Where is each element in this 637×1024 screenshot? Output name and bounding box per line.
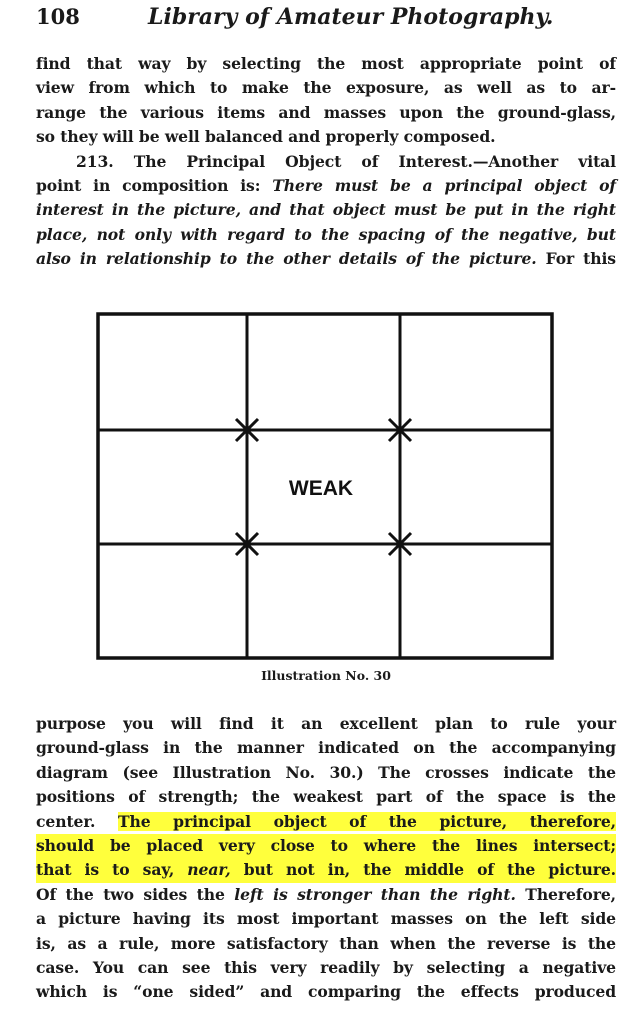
italic-text: interest in the picture, and that object must be put in the right (36, 200, 616, 220)
text-line (36, 174, 616, 198)
text-fragment: For this (536, 249, 616, 269)
text-line (36, 810, 616, 834)
weak-label: WEAK (288, 477, 354, 500)
figure-caption: Illustration No. 30 (261, 668, 391, 683)
text-line: diagram (see Illustration No. 30.) The crosses indicate the (36, 762, 616, 782)
running-title: Library of Amateur Photography. (148, 4, 554, 30)
text-line: case. You can see this very readily by selecting a negative (36, 957, 616, 977)
highlighted-text: should be placed very close to where the lines intersect; (36, 834, 616, 858)
page-number: 108 (36, 4, 80, 29)
text-line: ground-glass in the manner indicated on the accompanying (36, 738, 616, 758)
text-line: range the various items and masses upon the ground-glass, (36, 102, 616, 122)
text-line (36, 223, 616, 247)
text-line: positions of strength; the weakest part of the space is the (36, 787, 616, 807)
italic-text: near, (187, 860, 231, 880)
composition-grid-diagram (95, 311, 555, 661)
section-number: 213. (76, 151, 114, 171)
section-heading: The Principal Object of Interest. (133, 151, 473, 171)
highlighted-text: The principal object of the picture, therefore, (118, 811, 616, 831)
italic-text: There must be a principal object of (272, 175, 616, 195)
text-line: a picture having its most important masses on the left side (36, 909, 616, 929)
section-heading-line (36, 150, 616, 174)
text-line (36, 883, 616, 907)
text-line (36, 198, 616, 222)
text-line: view from which to make the exposure, as well as to ar- (36, 78, 616, 98)
italic-text: left is stronger than the right. (234, 884, 516, 904)
text-line: which is “one sided” and comparing the effects produced (36, 982, 616, 1002)
highlighted-text (36, 858, 616, 882)
text-fragment: Therefore, (515, 884, 616, 904)
text-line: is, as a rule, more satisfactory than when the reverse is the (36, 933, 616, 953)
text-line: so they will be well balanced and properly composed. (36, 127, 496, 147)
text-fragment: but not in, the middle of the picture. (230, 860, 616, 880)
text-line (36, 247, 616, 271)
italic-text: place, not only with regard to the spacing of the negative, but (36, 224, 616, 244)
text-fragment: that is to say, (36, 860, 188, 880)
page-header (36, 4, 614, 32)
bottom-paragraph (36, 712, 616, 1005)
text-fragment: center. (36, 811, 118, 831)
italic-text: also in relationship to the other details of the picture. (36, 249, 537, 269)
text-fragment: —Another vital (472, 151, 616, 171)
top-paragraph (36, 52, 616, 272)
text-line: purpose you will find it an excellent plan to rule your (36, 714, 616, 733)
text-fragment: point in composition is: (36, 175, 273, 195)
text-fragment: Of the two sides the (36, 884, 235, 904)
text-line: find that way by selecting the most appropriate point of (36, 54, 616, 73)
